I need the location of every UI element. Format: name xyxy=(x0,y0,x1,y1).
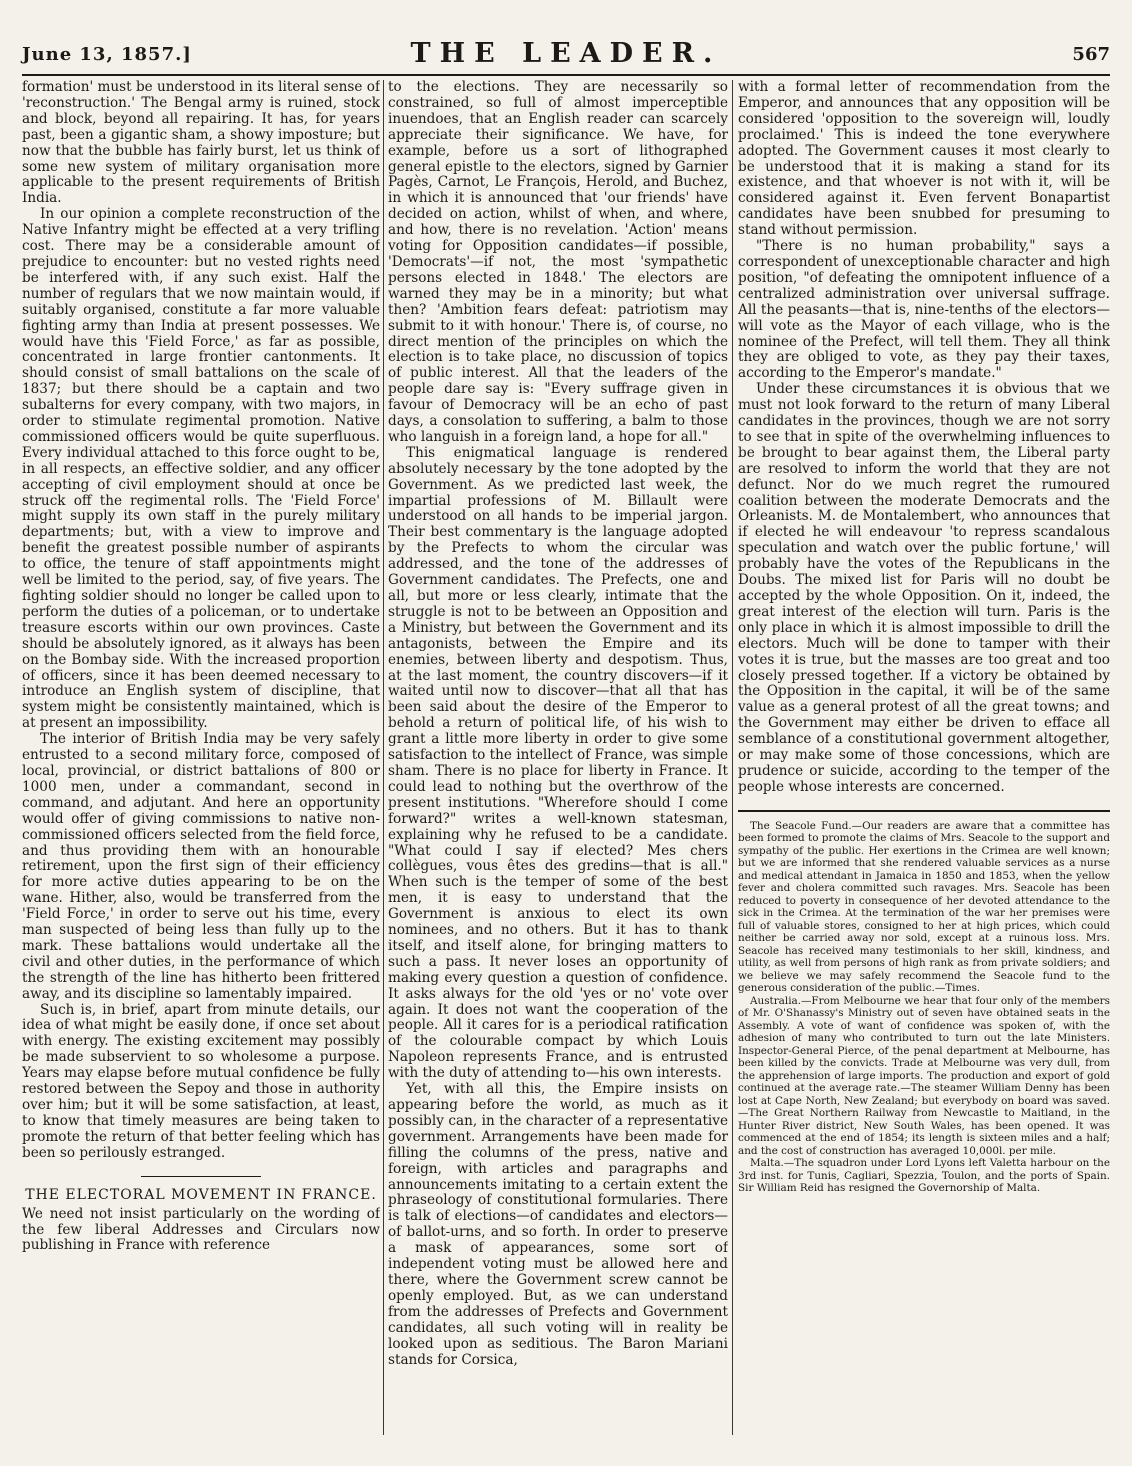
news-note: Malta.—The squadron under Lord Lyons left Valetta harbour on the 3rd inst. for Tunis, Cagliari, Spezzia, Toulon, and the ports of Spain. Sir William Reid has resigned the Governorship of Malta. xyxy=(738,1157,1110,1195)
article-paragraph: Yet, with all this, the Empire insists on appearing before the world, as much as it possibly can, in the character of a representative government. Arrangements have been made for filling the columns of the press, native and foreign, with articles and paragraphs and announcements imitating to a certain extent the phraseology of constitutional formularies. There is talk of elections—of candidates and electors—of ballot-urns, and so forth. In order to preserve a mask of appearances, some sort of independent voting must be allowed here and there, where the Government screw cannot be openly employed. But, as we can understand from the addresses of Prefects and Government candidates, all such voting will in reality be looked upon as seditious. The Baron Mariani stands for Corsica, xyxy=(388,1081,728,1368)
column-3 xyxy=(738,80,1110,1440)
article-paragraph: Such is, in brief, apart from minute details, our idea of what might be easily done, if once set about with energy. The existing excitement may possibly be made subservient to so wholesome a purpose. Years may elapse before mutual confidence be fully restored between the Sepoy and those in authority over him; but it will be some satisfaction, at least, to know that timely measures are being taken to promote the return of that better feeling which has been so perilously estranged. xyxy=(22,1001,380,1161)
news-note: Australia.—From Melbourne we hear that four only of the members of Mr. O'Shanassy's Ministry out of seven have obtained seats in the Assembly. A vote of want of confidence was spoken of, with the adhesion of many who contributed to turn out the late Ministers. Inspector-General Pierce, of the penal department at Melbourne, has been killed by the convicts. Trade at Melbourne was very dull, from the apprehension of large imports. The production and export of gold continued at the average rate.—The steamer William Denny has been lost at Cape North, New Zealand; but everybody on board was saved.—The Great Northern Railway from Newcastle to Maitland, in the Hunter River district, New South Wales, has been opened. It was commenced at the end of 1854; its length is sixteen miles and a half; and the cost of construction has averaged 10,000l. per mile. xyxy=(738,994,1110,1157)
newspaper-title: THE LEADER. xyxy=(410,38,722,69)
page-number: 567 xyxy=(1072,44,1110,65)
article-paragraph: "There is no human probability," says a correspondent of unexceptionable character and high position, "of defeating the omnipotent influence of a centralized administration over universal suffrage. All the peasants—that is, nine-tenths of the electors—will vote as the Mayor of each village, who is the nominee of the Prefect, will tell them. They all think they are obliged to vote, as they pay their taxes, according to the Emperor's mandate." xyxy=(738,238,1110,382)
article-paragraph: We need not insist particularly on the wording of the few liberal Addresses and Circulars now publishing in France with reference xyxy=(22,1205,380,1254)
notes-separator xyxy=(738,810,1110,812)
column-2 xyxy=(388,80,728,1440)
masthead xyxy=(22,10,1110,76)
article-paragraph: The interior of British India may be very safely entrusted to a second military force, composed of local, provincial, or district battalions of 800 or 1000 men, under a commandant, second in command, and adjutant. And here an opportunity would offer of giving commissions to native non-commissioned officers selected from the field force, and thus providing them with an honourable retirement, upon the first sign of their efficiency for more active duties appearing to be on the wane. Hither, also, would be transferred from the 'Field Force,' in order to serve out his time, every man suspected of being less than fully up to the mark. These battalions would undertake all the civil and other duties, in the performance of which the strength of the line has hitherto been frittered away, and its discipline so lamentably impaired. xyxy=(22,731,380,1002)
column-divider xyxy=(383,80,384,1435)
section-title: THE ELECTORAL MOVEMENT IN FRANCE. xyxy=(25,1186,377,1203)
news-note: The Seacole Fund.—Our readers are aware that a committee has been formed to promote the claims of Mrs. Seacole to the support and sympathy of the public. Her exertions in the Crimea are well known; but we are informed that she rendered valuable services as a nurse and medical attendant in Jamaica in 1850 and 1853, when the yellow fever and cholera committed such ravages. Mrs. Seacole has been reduced to poverty in consequence of her devoted attendance to the sick in the Crimea. At the termination of the war her premises were full of valuable stores, consigned to her at high prices, which could neither be carried away nor sold, except at a ruinous loss. Mrs. Seacole has received many testimonials to her skill, kindness, and utility, as well from persons of high rank as from private soldiers; and we believe we may safely recommend the Seacole fund to the generous consideration of the public.—Times. xyxy=(738,819,1110,995)
section-separator xyxy=(141,1176,261,1177)
article-paragraph: to the elections. They are necessarily so constrained, so full of almost imperceptible inuendoes, that an English reader can scarcely appreciate their significance. We have, for example, before us a sort of lithographed general epistle to the electors, signed by Garnier Pagès, Carnot, Le François, Herold, and Buchez, in which it is announced that 'our friends' have decided on action, whilst of when, and where, and how, there is no revelation. 'Action' means voting for Opposition candidates—if possible, 'Democrats'—if not, the most 'sympathetic persons elected in 1848.' The electors are warned they may be in a minority; but what then? 'Ambition fears defeat: patriotism may submit to it with honour.' There is, of course, no direct mention of the principles on which the election is to take place, no discussion of topics of public interest. All that the leaders of the people dare say is: "Every suffrage given in favour of Democracy will be an echo of past days, a consolation to suffering, a balm to those who languish in a foreign land, a hope for all." xyxy=(388,80,728,445)
article-paragraph: Under these circumstances it is obvious that we must not look forward to the return of many Liberal candidates in the provinces, though we are not sorry to see that in spite of the overwhelming influences to be brought to bear against them, the Liberal party are resolved to inform the world that they are not defunct. Nor do we much regret the rumoured coalition between the moderate Democrats and the Orleanists. M. de Montalembert, who announces that if elected he will endeavour 'to repress scandalous speculation and watch over the public fortune,' will probably have the votes of the Republicans in the Doubs. The mixed list for Paris will no doubt be accepted by the whole Opposition. On it, indeed, the great interest of the election will turn. Paris is the only place in which it is almost impossible to drill the electors. Much will be done to tamper with their votes it is true, but the masses are too great and too closely pressed together. If a victory be obtained by the Opposition in the capital, it will be of the same value as a general protest of all the great towns; and the Government may either be driven to efface all semblance of a constitutional government altogether, or may make some of those concessions, which are prudence or suicide, according to the temper of the people whose interests are concerned. xyxy=(738,381,1110,795)
issue-date: June 13, 1857.] xyxy=(22,44,192,65)
article-paragraph: This enigmatical language is rendered absolutely necessary by the tone adopted by the Government. As we predicted last week, the impartial professions of M. Billault were understood on all hands to be imperial jargon. Their best commentary is the language adopted by the Prefects to whom the circular was addressed, and the tone of the addresses of Government candidates. The Prefects, one and all, but more or less clearly, intimate that the struggle is not to be between an Opposition and a Ministry, but between the Government and its antagonists, between the Empire and its enemies, between liberty and despotism. Thus, at the last moment, the country discovers—if it waited until now to discover—that all that has been said about the desire of the Emperor to behold a return of political life, of his wish to grant a little more liberty in order to give some satisfaction to the intellect of France, was simple sham. There is no place for liberty in France. It could lead to nothing but the overthrow of the present institutions. "Wherefore should I come forward?" writes a well-known statesman, explaining why he refused to be a candidate. "What could I say if elected? Mes chers collègues, vous êtes des gredins—that is all." When such is the temper of some of the best men, it is easy to understand that the Government is anxious to elect its own nominees, and no others. But it has to thank itself, and itself alone, for bringing matters to such a pass. It never loses an opportunity of making every question a question of confidence. It asks always for the old 'yes or no' vote over again. It does not want the cooperation of the people. All it cares for is a periodical ratification of the colourable compact by which Louis Napoleon represents France, and is entrusted with the duty of attending to—his own interests. xyxy=(388,444,728,1082)
news-notes xyxy=(738,820,1110,1195)
article-paragraph: In our opinion a complete reconstruction of the Native Infantry might be effected at a very trifling cost. There may be a considerable amount of prejudice to encounter: but no vested rights need be interfered with, if any such exist. Half the number of regulars that we now maintain would, if suitably organised, constitute a far more valuable fighting army than India at present possesses. We would have this 'Field Force,' as far as possible, concentrated in large frontier cantonments. It should consist of small battalions on the scale of 1837; but there should be a captain and two subalterns for every company, with two majors, in order to stimulate regimental promotion. Native commissioned officers would be quite superfluous. Every individual attached to this force ought to be, in all respects, an effective soldier, and any officer accepting of civil employment should at once be struck off the regimental rolls. The 'Field Force' might supply its own staff in the purely military departments; but, with a view to improve and benefit the greatest possible number of aspirants to office, the tenure of staff appointments might well be limited to the period, say, of five years. The fighting soldier should no longer be called upon to perform the duties of a policeman, or to undertake treasure escorts within our own provinces. Caste should be absolutely ignored, as it always has been on the Bombay side. With the increased proportion of officers, since it has been deemed necessary to introduce an English system of discipline, that system might be consistently maintained, which is at present an impossibility. xyxy=(22,206,380,732)
article-paragraph: formation' must be understood in its literal sense of 'reconstruction.' The Bengal army is ruined, stock and block, beyond all repairing. It has, for years past, been a gigantic sham, a showy imposture; but now that the bubble has fairly burst, let us think of some new system of military organisation more applicable to the present requirements of British India. xyxy=(22,80,380,207)
article-paragraph: with a formal letter of recommendation from the Emperor, and announces that any opposition will be considered 'opposition to the sovereign will, loudly proclaimed.' This is indeed the tone everywhere adopted. The Government causes it most clearly to be understood that it is making a stand for its existence, and that whoever is not with it, will be considered against it. Even fervent Bonapartist candidates have been snubbed for presuming to stand without permission. xyxy=(738,80,1110,239)
column-divider xyxy=(732,80,733,1435)
column-1 xyxy=(22,80,380,1440)
